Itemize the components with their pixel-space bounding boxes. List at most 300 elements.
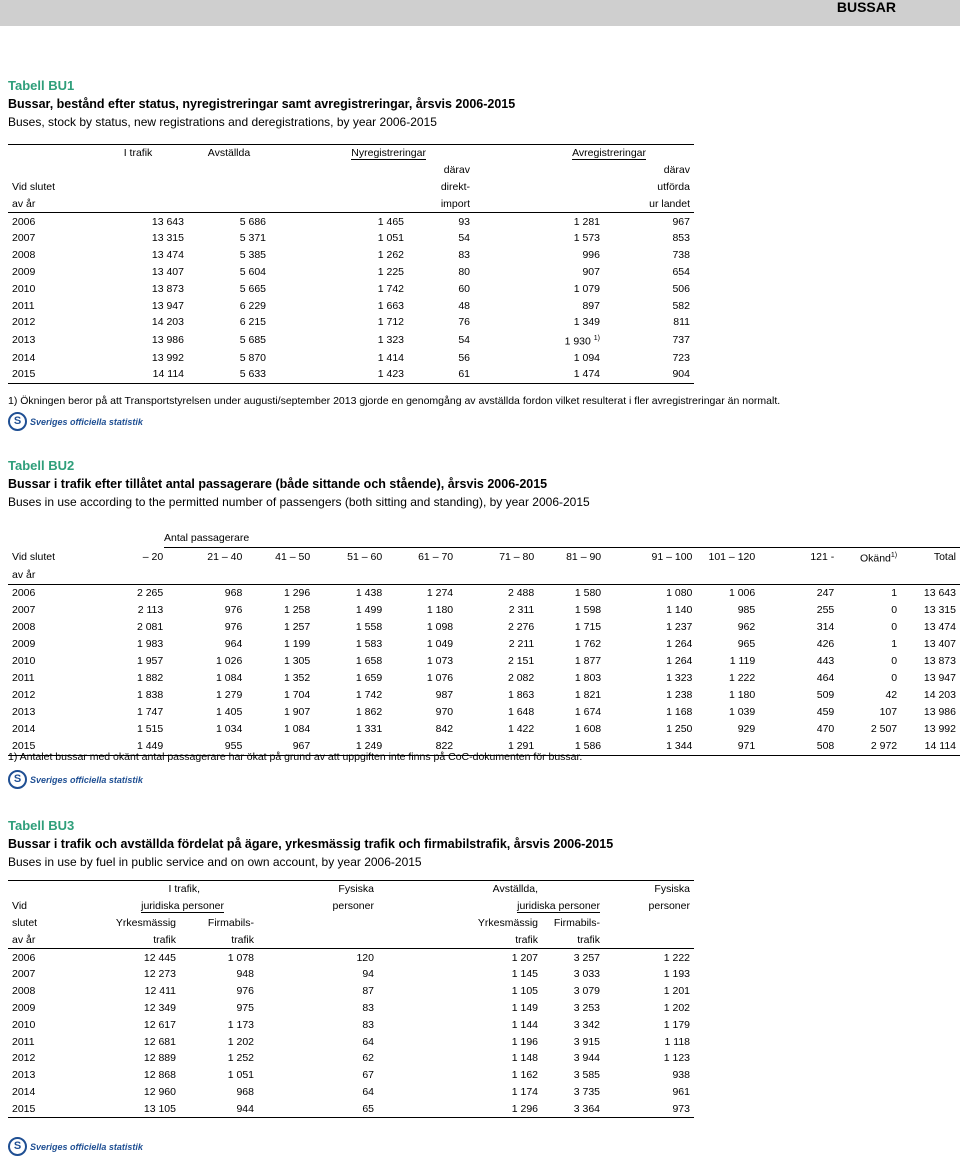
table-cell: 60	[458, 282, 470, 295]
row-year: 2013	[12, 1069, 36, 1082]
table-cell: 3 944	[573, 1052, 600, 1065]
table-cell: 811	[673, 316, 690, 329]
table-cell: 13 315	[923, 604, 956, 616]
table-cell: 12 960	[143, 1085, 176, 1098]
table-cell: 1 957	[136, 655, 164, 667]
table-cell: 976	[224, 621, 243, 633]
table-row	[8, 297, 694, 314]
table-cell: 62	[362, 1052, 374, 1065]
row-year: 2012	[12, 1052, 36, 1065]
table-row	[8, 966, 694, 983]
table-cell: 970	[435, 706, 454, 718]
row-year: 2010	[12, 282, 36, 295]
table-cell: 1	[891, 587, 898, 599]
bu3-table	[8, 880, 694, 1118]
table-row	[8, 280, 694, 297]
table-cell: 723	[672, 351, 690, 364]
table-cell: 2 113	[137, 604, 164, 616]
table-cell: 3 257	[573, 951, 600, 964]
table-cell: 2 082	[507, 672, 535, 684]
table-cell: 65	[258, 1100, 378, 1117]
table-cell: 1 258	[283, 604, 311, 616]
bu2-header-col: 81 – 90	[566, 551, 602, 564]
table-cell: 1 180	[426, 604, 454, 616]
row-year: 2007	[12, 968, 36, 981]
table-cell: 247	[816, 587, 835, 599]
bu2-header-col: 41 – 50	[275, 551, 311, 564]
table-cell: 1 648	[507, 706, 535, 718]
table-cell: 1 079	[573, 282, 600, 295]
table-row	[8, 213, 694, 230]
table-cell: 80	[458, 265, 470, 278]
table-cell: 14 203	[923, 689, 956, 701]
table-cell: 14 114	[901, 738, 960, 756]
table-cell: 1 583	[355, 638, 383, 650]
table-cell: 1 803	[574, 672, 602, 684]
table-cell: 12 868	[143, 1069, 176, 1082]
table-cell: 67	[362, 1069, 374, 1082]
table-cell: 1 180	[728, 689, 756, 701]
table-cell: 1 352	[283, 672, 311, 684]
table-cell: 1 148	[511, 1052, 538, 1065]
table-cell: 255	[816, 604, 835, 616]
row-year: 2012	[12, 689, 36, 701]
table-cell: 3 253	[573, 1001, 600, 1014]
table-cell: 107	[879, 706, 898, 718]
table-cell: 1 296	[378, 1100, 542, 1117]
bu3-subtitle: Buses in use by fuel in public service and on own account, by year 2006-2015	[8, 855, 422, 869]
table-cell: 3 585	[573, 1069, 600, 1082]
table-cell: 1 747	[136, 706, 164, 718]
bu2-header-vid-slutet: Vid slutet	[12, 551, 55, 564]
bu3-header-personer2: personer	[648, 900, 690, 913]
table-cell: 509	[816, 689, 835, 701]
table-cell: 967	[672, 215, 690, 228]
table-cell: 1 704	[283, 689, 311, 701]
table-cell: 1 173	[227, 1018, 254, 1031]
table-row	[8, 1100, 694, 1117]
table-cell: 1 598	[574, 604, 602, 616]
table-cell: 94	[362, 968, 374, 981]
bu2-header-col: 121 -	[810, 551, 835, 564]
table-cell: 13 947	[151, 299, 184, 312]
table-cell: 1 202	[663, 1001, 690, 1014]
table-row	[8, 636, 960, 653]
table-cell: 1 821	[574, 689, 602, 701]
table-cell: 985	[737, 604, 756, 616]
table-row	[8, 264, 694, 281]
bu3-body	[8, 949, 694, 1118]
page-title: BUSSAR	[836, 0, 896, 15]
table-cell: 443	[816, 655, 835, 667]
table-cell: 13 315	[151, 232, 184, 245]
table-cell: 1 179	[663, 1018, 690, 1031]
table-cell: 1 076	[426, 672, 454, 684]
table-cell: 962	[737, 621, 756, 633]
table-cell: 971	[696, 738, 759, 756]
table-cell: 3 735	[573, 1085, 600, 1098]
table-cell: 13 474	[923, 621, 956, 633]
bu2-header-col: – 20	[142, 551, 164, 564]
row-year: 2006	[12, 951, 36, 964]
bu2-footnote: 1) Antalet bussar med okänt antal passagerare har ökat på grund av att uppgiften inte finns på CoC-dokumenten för bussar.	[8, 751, 583, 763]
sos-logo-icon: S	[8, 412, 27, 431]
table-cell: 1 193	[663, 968, 690, 981]
table-cell: 3 342	[573, 1018, 600, 1031]
table-row	[8, 602, 960, 619]
table-cell: 1 608	[574, 723, 602, 735]
table-cell: 1 262	[377, 249, 404, 262]
table-cell: 42	[885, 689, 898, 701]
table-cell: 1 663	[377, 299, 404, 312]
row-year: 2010	[12, 655, 36, 667]
table-row	[8, 349, 694, 366]
table-cell: 1 196	[511, 1035, 538, 1048]
row-year: 2010	[12, 1018, 36, 1031]
table-cell: 54	[458, 334, 470, 347]
bu2-title: Bussar i trafik efter tillåtet antal passagerare (både sittande och stående), årsvis 2006-2015	[8, 477, 548, 491]
table-cell: 1 118	[664, 1035, 690, 1048]
table-cell: 12 617	[143, 1018, 176, 1031]
table-cell: 0	[891, 655, 898, 667]
table-cell: 1 405	[216, 706, 243, 718]
table-cell: 987	[435, 689, 454, 701]
row-year: 2012	[12, 316, 36, 329]
bu2-header-col: 71 – 80	[499, 551, 535, 564]
table-cell: 1 174	[511, 1085, 538, 1098]
table-cell: 1 658	[355, 655, 383, 667]
table-cell: 2 081	[136, 621, 164, 633]
row-year: 2014	[12, 1085, 36, 1098]
table-cell: 13 643	[151, 215, 184, 228]
table-cell: 93	[458, 215, 470, 228]
table-row	[8, 1067, 694, 1084]
table-cell: 1 034	[216, 723, 243, 735]
page-header-bar	[0, 0, 960, 26]
bu1-title: Bussar, bestånd efter status, nyregistreringar samt avregistreringar, årsvis 2006-2015	[8, 97, 516, 111]
table-cell: 1 225	[377, 265, 404, 278]
table-cell: 1 073	[426, 655, 454, 667]
table-cell: 13 643	[923, 587, 956, 599]
table-cell: 5 685	[239, 334, 266, 347]
table-cell: 1 199	[283, 638, 311, 650]
table-cell: 1 499	[355, 604, 383, 616]
bu1-header-ur-landet: ur landet	[604, 195, 694, 212]
table-cell: 948	[236, 968, 254, 981]
table-row	[8, 1016, 694, 1033]
bu2-header-col: Total	[933, 551, 956, 564]
sos-logo	[8, 1137, 143, 1156]
table-cell: 120	[356, 951, 374, 964]
bu2-table	[8, 530, 960, 756]
table-cell: 654	[672, 265, 690, 278]
bu3-header-firma2: Firmabils-	[553, 916, 600, 929]
row-year: 2007	[12, 604, 36, 616]
table-cell: 1 323	[666, 672, 693, 684]
table-cell: 5 633	[188, 366, 270, 383]
table-cell: 6 215	[239, 316, 266, 329]
table-cell: 13 986	[151, 334, 184, 347]
table-cell: 1 742	[355, 689, 383, 701]
table-cell: 1 296	[283, 587, 311, 599]
table-cell: 2 507	[870, 723, 898, 735]
table-cell: 1 422	[507, 723, 535, 735]
table-row	[8, 1033, 694, 1050]
table-cell: 1 098	[426, 621, 454, 633]
table-row	[8, 670, 960, 687]
table-cell: 1 264	[666, 655, 693, 667]
table-cell: 83	[362, 1018, 374, 1031]
bu1-header-utforda: utförda	[657, 180, 690, 193]
bu2-heading	[8, 458, 590, 509]
table-cell: 83	[458, 249, 470, 262]
table-cell: 12 273	[143, 968, 176, 981]
table-row	[8, 1000, 694, 1017]
row-year: 2015	[8, 366, 88, 383]
table-cell: 1 558	[355, 621, 383, 633]
sos-logo	[8, 770, 143, 789]
table-row	[8, 1050, 694, 1067]
table-cell: 12 411	[144, 985, 176, 998]
table-cell: 12 889	[143, 1052, 176, 1065]
table-cell: 12 681	[143, 1035, 176, 1048]
bu1-header-darav2: därav	[663, 164, 690, 177]
table-cell: 1 145	[511, 968, 538, 981]
table-cell: 426	[816, 638, 835, 650]
table-cell: 1 762	[574, 638, 602, 650]
bu1-header-darav1: därav	[443, 164, 470, 177]
table-cell: 2 265	[136, 587, 164, 599]
table-cell: 5 870	[239, 351, 266, 364]
table-cell: 1 838	[136, 689, 164, 701]
table-cell: 61	[408, 366, 474, 383]
table-cell: 1 279	[216, 689, 243, 701]
table-cell: 1 344	[605, 738, 696, 756]
row-year: 2006	[12, 215, 36, 228]
table-cell: 967	[246, 738, 314, 756]
table-cell: 975	[236, 1001, 254, 1014]
bu1-heading	[8, 78, 515, 129]
row-year: 2008	[12, 249, 36, 262]
table-cell: 965	[737, 638, 756, 650]
table-cell: 12 349	[143, 1001, 176, 1014]
table-cell: 1 039	[728, 706, 756, 718]
bu3-header-trafik1: trafik	[88, 931, 180, 948]
table-cell: 1 051	[377, 232, 404, 245]
table-cell: 13 474	[151, 249, 184, 262]
bu2-header-col: 91 – 100	[651, 551, 693, 564]
table-cell: 3 033	[573, 968, 600, 981]
table-cell: 897	[582, 299, 600, 312]
table-cell: 13 105	[88, 1100, 180, 1117]
bu3-header-fysiska2: Fysiska	[604, 881, 694, 898]
table-cell: 1 863	[507, 689, 535, 701]
bu3-header-fysiska1: Fysiska	[258, 881, 378, 898]
bu3-header-firma1: Firmabils-	[207, 916, 254, 929]
table-cell: 1 168	[666, 706, 693, 718]
table-cell: 904	[604, 366, 694, 383]
bu2-header-col: 61 – 70	[418, 551, 454, 564]
footnote-marker: 1)	[593, 334, 600, 342]
bu3-header-i-trafik: I trafik,	[88, 881, 258, 898]
table-cell: 1 078	[227, 951, 254, 964]
sos-logo-icon: S	[8, 770, 27, 789]
table-cell: 13 873	[923, 655, 956, 667]
table-cell: 2 311	[508, 604, 535, 616]
table-cell: 12 445	[143, 951, 176, 964]
table-cell: 64	[362, 1035, 374, 1048]
bu1-header-vid-slutet: Vid slutet	[12, 180, 55, 193]
table-cell: 2 972	[838, 738, 901, 756]
table-row	[8, 314, 694, 331]
table-row	[8, 619, 960, 636]
table-cell: 1 291	[457, 738, 538, 756]
table-cell: 1 144	[511, 1018, 538, 1031]
table-cell: 1 252	[227, 1052, 254, 1065]
bu2-header-col: 51 – 60	[347, 551, 383, 564]
table-cell: 1 250	[666, 723, 693, 735]
bu3-header-vid: Vid	[12, 900, 27, 913]
row-year: 2008	[12, 985, 36, 998]
table-cell: 1 162	[511, 1069, 538, 1082]
table-cell: 1 305	[283, 655, 311, 667]
table-cell: 459	[816, 706, 835, 718]
sos-logo-icon: S	[8, 1137, 27, 1156]
table-cell: 1 281	[573, 215, 600, 228]
table-cell: 0	[891, 621, 898, 633]
table-row	[8, 247, 694, 264]
table-cell: 968	[224, 587, 243, 599]
row-year: 2015	[8, 1100, 88, 1117]
table-cell: 1 715	[574, 621, 602, 633]
table-cell: 842	[435, 723, 454, 735]
table-cell: 13 986	[923, 706, 956, 718]
bu2-header-col: 21 – 40	[207, 551, 243, 564]
table-cell: 1 237	[666, 621, 693, 633]
table-cell: 13 407	[151, 265, 184, 278]
table-row	[8, 721, 960, 738]
bu2-label: Tabell BU2	[8, 458, 75, 473]
bu3-title: Bussar i trafik och avställda fördelat på ägare, yrkesmässig trafik och firmabilstrafik, årsvis 2006-2015	[8, 837, 614, 851]
bu1-label: Tabell BU1	[8, 78, 75, 93]
row-year: 2015	[8, 738, 76, 756]
table-cell: 822	[386, 738, 457, 756]
table-cell: 87	[362, 985, 374, 998]
table-cell: 582	[672, 299, 690, 312]
table-cell: 964	[224, 638, 243, 650]
bu2-header-antal: Antal passagerare	[164, 530, 960, 548]
table-cell: 1 207	[511, 951, 538, 964]
table-cell: 973	[604, 1100, 694, 1117]
table-cell: 1 862	[355, 706, 383, 718]
table-cell: 929	[737, 723, 756, 735]
bu1-subtitle: Buses, stock by status, new registrations and deregistrations, by year 2006-2015	[8, 115, 437, 129]
table-cell: 6 229	[239, 299, 266, 312]
bu3-header-slutet: slutet	[12, 916, 38, 929]
bu1-body	[8, 213, 694, 384]
table-cell: 5 686	[239, 215, 266, 228]
table-cell: 1 907	[283, 706, 311, 718]
row-year: 2009	[12, 638, 36, 650]
table-cell: 1 930 $^{1)}$	[564, 334, 600, 348]
bu3-header-personer1: personer	[332, 900, 374, 913]
table-cell: 1 084	[216, 672, 243, 684]
table-cell: 1 742	[377, 282, 404, 295]
table-cell: 14 203	[151, 316, 184, 329]
row-year: 2008	[12, 621, 36, 633]
table-cell: 2 276	[507, 621, 535, 633]
table-row	[8, 653, 960, 670]
bu2-header-av-ar: av år	[8, 567, 76, 585]
bu3-header-juridiska2: juridiska personer	[517, 900, 600, 913]
row-year: 2013	[12, 334, 36, 347]
table-cell: 13 873	[151, 282, 184, 295]
table-cell: 955	[167, 738, 246, 756]
table-cell: 54	[458, 232, 470, 245]
bu2-subtitle: Buses in use according to the permitted number of passengers (both sitting and standing), by year 2006-2015	[8, 495, 590, 509]
table-cell: 0	[891, 604, 898, 616]
table-cell: 1 051	[227, 1069, 254, 1082]
sos-logo	[8, 412, 143, 431]
table-cell: 1 331	[355, 723, 383, 735]
bu1-header-av-ar: av år	[8, 195, 88, 212]
bu2-header-col: 101 – 120	[708, 551, 756, 564]
table-cell: 1 201	[663, 985, 690, 998]
bu3-heading	[8, 818, 613, 869]
table-cell: 1 026	[216, 655, 243, 667]
table-row	[8, 584, 960, 602]
bu1-header-i-trafik: I trafik	[88, 145, 188, 162]
table-cell: 1 006	[728, 587, 756, 599]
table-cell: 13 947	[923, 672, 956, 684]
table-cell: 1 274	[426, 587, 454, 599]
bu1-table	[8, 144, 694, 384]
row-year: 2014	[12, 351, 36, 364]
table-cell: 314	[816, 621, 835, 633]
table-cell: 464	[816, 672, 835, 684]
table-cell: 1 323	[377, 334, 404, 347]
table-cell: 853	[672, 232, 690, 245]
table-cell: 1 580	[574, 587, 602, 599]
table-cell: 1 882	[136, 672, 164, 684]
table-cell: 1 149	[511, 1001, 538, 1014]
table-cell: 5 665	[239, 282, 266, 295]
row-year: 2011	[12, 1035, 35, 1048]
bu1-header-nyreg: Nyregistreringar	[351, 147, 426, 160]
bu1-header-direkt: direkt-	[440, 180, 470, 193]
table-cell: 907	[582, 265, 600, 278]
table-cell: 1 084	[283, 723, 311, 735]
table-cell: 996	[582, 249, 600, 262]
bu3-label: Tabell BU3	[8, 818, 75, 833]
table-cell: 1 238	[666, 689, 693, 701]
table-cell: 76	[458, 316, 470, 329]
bu3-header-juridiska1: juridiska personer	[141, 900, 224, 913]
table-cell: 1 202	[227, 1035, 254, 1048]
sos-logo-text: Sveriges officiella statistik	[30, 774, 143, 785]
table-cell: 1 712	[377, 316, 404, 329]
bu2-header-col: Okänd$^{1)}$	[859, 552, 898, 565]
table-cell: 976	[236, 985, 254, 998]
table-cell: 1 515	[136, 723, 164, 735]
bu3-header-trafik3: trafik	[378, 931, 542, 948]
table-cell: 14 114	[88, 366, 188, 383]
row-year: 2011	[12, 672, 35, 684]
table-cell: 1 438	[355, 587, 383, 599]
bu3-header-trafik2: trafik	[180, 931, 258, 948]
table-row	[8, 687, 960, 704]
table-cell: 737	[672, 334, 690, 347]
